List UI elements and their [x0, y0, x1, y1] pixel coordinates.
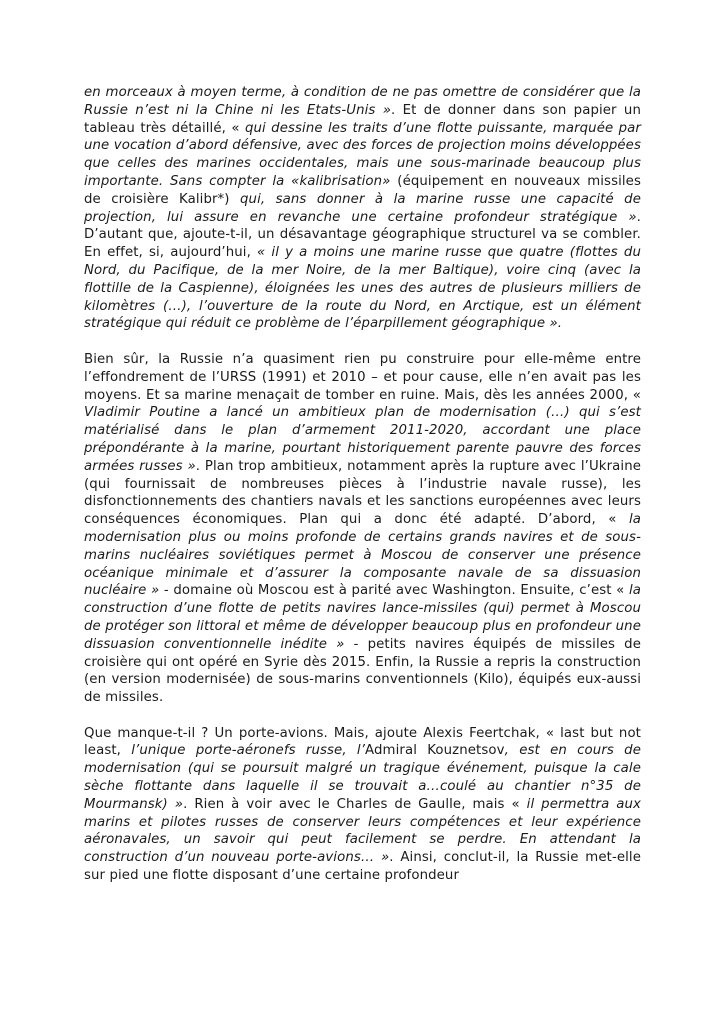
text-run: qui dessine les traits d’une flotte puissante, marquée par une vocation d’abord défensive, avec des forces de projection moins développées que celles des marines occidentales, mais une sous-marinade beaucoup plus importante. Sans compter la «kalibrisation»: [84, 120, 641, 189]
text-run: Vladimir Poutine a lancé un ambitieux plan de modernisation (…) qui s’est matérialisé dans le plan d’armement 2011-2020, accordant une place prépondérante à la marine, pourtant historiquement parente pauvre des forces armées russes »: [84, 405, 641, 474]
text-run: il permettra aux marins et pilotes russes de conserver leurs compétences et leur expérience aéronavales, un savoir qui peut facilement se perdre. En attendant la construction d’un nouveau porte-avions… »: [84, 796, 641, 866]
text-run: . Ainsi, conclut-il, la Russie met-elle sur pied une flotte disposant d’une certaine profondeur: [84, 850, 641, 884]
text-run: « il y a moins une marine russe que quatre (flottes du Nord, du Pacifique, de la mer Noire, de la mer Baltique), voire cinq (avec la flottille de la Caspienne), éloignées les unes des autres de plusieurs milliers de kilomètres (…), l’ouverture de la route du Nord, en Arctique, est un élément stratégique qui réduit ce problème de l’éparpillement géographique ».: [84, 245, 641, 332]
text-run: . Et de donner dans son papier un tableau très détaillé, «: [84, 102, 641, 136]
text-run: . Plan trop ambitieux, notamment après la rupture avec l’Ukraine (qui fournissait de nombreuses pièces à l’industrie navale russe), les disfonctionnements des chantiers navals et les sanctions européennes avec leurs conséquences économiques. Plan qui a donc été adapté. D’abord, «: [84, 458, 641, 528]
text-run: qui, sans donner à la marine russe une capacité de projection, lui assure en revanche une certaine profondeur stratégique »: [84, 191, 641, 225]
text-run: , est en cours de modernisation (qui se poursuit malgré un tragique événement, puisque la cale sèche flottante dans laquelle il se trouvait a…coulé au chantier n°35 de Mourmansk) »: [84, 743, 641, 812]
text-run: Que manque-t-il ? Un porte-avions. Mais, ajoute Alexis Feertchak, « last but not least,: [84, 725, 641, 759]
text-run: - petits navires équipés de missiles de croisière qui ont opéré en Syrie dès 2015. Enfin, la Russie a repris la construction (en version modernisée) de sous-marins conventionnels (Kilo), équipés eux-aussi de missiles.: [84, 636, 641, 706]
text-run: (équipement en nouveaux missiles de croisière Kalibr*): [84, 173, 641, 207]
text-run: la modernisation plus ou moins profonde de certains grands navires et de sous-marins nucléaires soviétiques permet à Moscou de conserver une présence océanique minimale et d’assurer la composante navale de sa dissuasion nucléaire »: [84, 512, 641, 599]
text-run: - domaine où Moscou est à parité avec Washington. Ensuite, c’est «: [159, 583, 629, 599]
paragraph: [84, 84, 641, 333]
paragraph: [84, 725, 641, 885]
text-run: l’unique porte-aéronefs russe, l’: [131, 743, 366, 759]
text-run: en morceaux à moyen terme, à condition de ne pas omettre de considérer que la Russie n’est ni la Chine ni les Etats-Unis »: [84, 85, 641, 118]
text-run: Bien sûr, la Russie n’a quasiment rien pu construire pour elle-même entre l’effondrement de l’URSS (1991) et 2010 – et pour cause, elle n’en avait pas les moyens. Et sa marine menaçait de tomber en ruine. Mais, dès les années 2000, «: [84, 351, 641, 403]
text-run: Admiral Kouznetsov: [365, 743, 505, 759]
text-run: . D’autant que, ajoute-t-il, un désavantage géographique structurel va se combler. En effet, si, aujourd’hui,: [84, 209, 641, 261]
text-run: . Rien à voir avec le Charles de Gaulle, mais «: [183, 796, 527, 812]
paragraph: [84, 351, 641, 707]
document-text-body: [84, 84, 641, 885]
text-run: la construction d’une flotte de petits navires lance-missiles (qui) permet à Moscou de protéger son littoral et même de développer beaucoup plus en profondeur une dissuasion conventionnelle inédite »: [84, 583, 641, 652]
